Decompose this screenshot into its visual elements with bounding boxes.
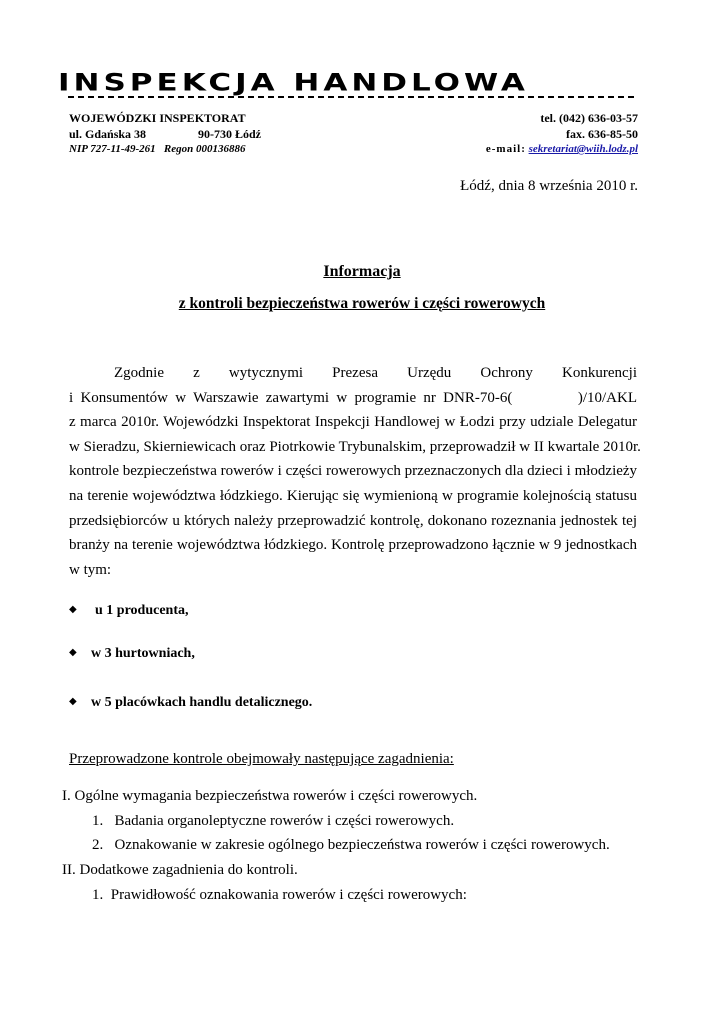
scope-item: 2. Oznakowanie w zakresie ogólnego bezpieczeństwa rowerów i części rowerowych. bbox=[92, 837, 610, 853]
document-date: Łódź, dnia 8 września 2010 r. bbox=[460, 178, 638, 194]
intro-line: z marca 2010r. Wojewódzki Inspektorat Inspekcji Handlowej w Łodzi przy udziale Delegatur bbox=[69, 414, 637, 431]
org-phone: tel. (042) 636-03-57 bbox=[540, 111, 638, 125]
email-link[interactable]: sekretariat@wiih.lodz.pl bbox=[528, 143, 638, 155]
intro-line: branży na terenie województwa łódzkiego. Kontrolę przeprowadzono łącznie w 9 jednostkach bbox=[69, 537, 637, 554]
bullet-text: w 3 hurtowniach, bbox=[91, 646, 195, 661]
bullet-item bbox=[69, 695, 312, 711]
document-subtitle: z kontroli bezpieczeństwa rowerów i części rowerowych bbox=[178, 295, 546, 312]
diamond-bullet-icon: ◆ bbox=[69, 647, 77, 658]
intro-line: przedsiębiorców u których należy przeprowadzić kontrolę, dokonano rozeznania jednostek tej bbox=[69, 512, 637, 529]
org-address: ul. Gdańska 38 bbox=[69, 127, 147, 141]
scope-section-2: II. Dodatkowe zagadnienia do kontroli. bbox=[62, 862, 298, 878]
intro-paragraph bbox=[69, 361, 641, 582]
intro-line: Zgodnie z wytycznymi Prezesa Urzędu Ochrony Konkurencji bbox=[114, 365, 637, 381]
bullet-item bbox=[69, 603, 188, 619]
intro-line: w Sieradzu, Skierniewicach oraz Piotrkowie Trybunalskim, przeprowadził w II kwartale 2010r. bbox=[69, 438, 641, 455]
intro-line: i Konsumentów w Warszawie zawartymi w programie nr DNR-70-6( )/10/AKL bbox=[69, 389, 637, 406]
letterhead-divider bbox=[68, 96, 634, 106]
scope-item: 1. Prawidłowość oznakowania rowerów i części rowerowych: bbox=[92, 887, 467, 903]
intro-line: w tym: bbox=[69, 561, 112, 578]
intro-line: kontrole bezpieczeństwa rowerów i części rowerowych przeznaczonych dla dzieci i młodzieży bbox=[69, 463, 638, 480]
org-email-block bbox=[486, 142, 638, 156]
letterhead-logo: INSPEKCJA HANDLOWA bbox=[58, 68, 529, 97]
org-name: WOJEWÓDZKI INSPEKTORAT bbox=[69, 111, 246, 125]
bullet-text: w 5 placówkach handlu detalicznego. bbox=[91, 695, 313, 710]
bullet-item bbox=[69, 646, 195, 662]
email-label: e-mail: bbox=[485, 143, 526, 155]
document-title: Informacja bbox=[323, 263, 401, 280]
diamond-bullet-icon: ◆ bbox=[69, 604, 77, 615]
scope-item: 1. Badania organoleptyczne rowerów i części rowerowych. bbox=[92, 813, 455, 829]
intro-line: na terenie województwa łódzkiego. Kierując się wymienioną w programie kolejnością statusu bbox=[69, 487, 637, 504]
org-registry: NIP 727-11-49-261 Regon 000136886 bbox=[69, 143, 246, 155]
bullet-text: u 1 producenta, bbox=[95, 603, 189, 618]
scope-heading: Przeprowadzone kontrole obejmowały następujące zagadnienia: bbox=[69, 751, 454, 767]
diamond-bullet-icon: ◆ bbox=[69, 696, 77, 707]
scope-section-1: I. Ogólne wymagania bezpieczeństwa rowerów i części rowerowych. bbox=[62, 788, 478, 804]
org-fax: fax. 636-85-50 bbox=[566, 127, 638, 141]
org-postal-city: 90-730 Łódź bbox=[198, 127, 261, 141]
